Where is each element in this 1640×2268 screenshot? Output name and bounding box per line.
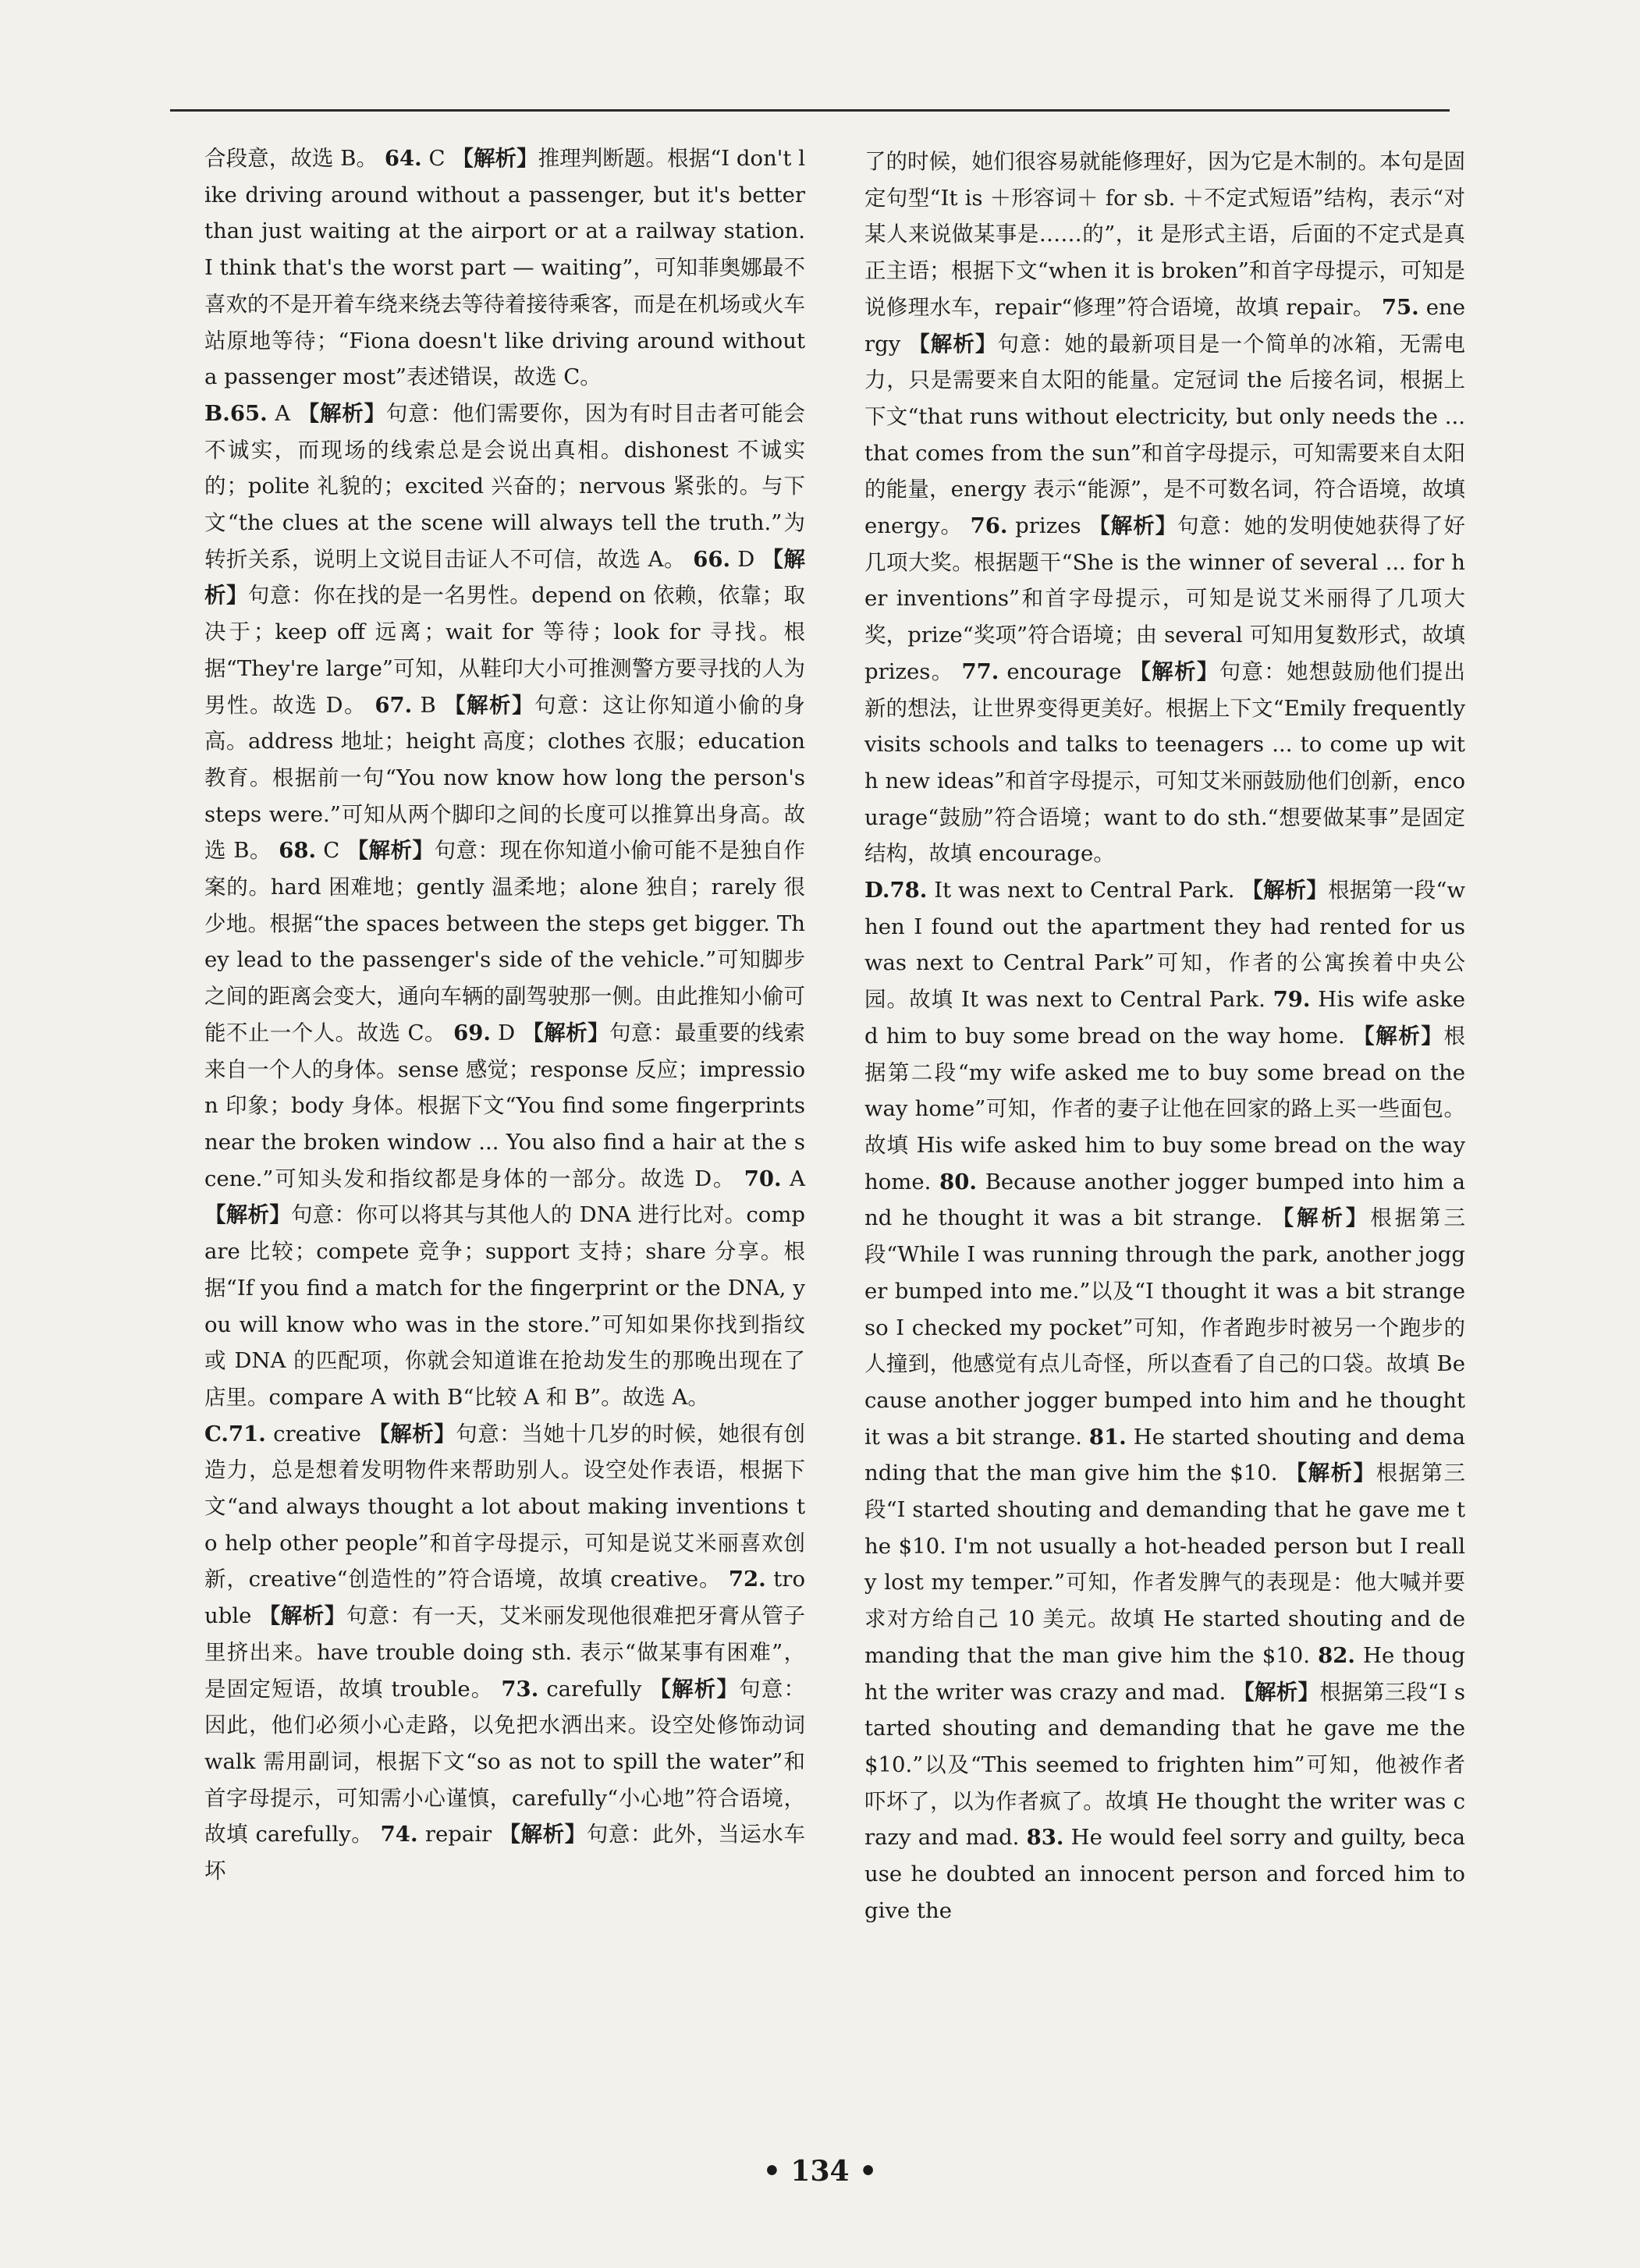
- text-run: 句意：有一天，艾米丽发现他很难把牙膏从管子里挤出来。have trouble doing sth. 表示“做某事有困难”，是固定短语，故填 trouble。: [204, 1603, 805, 1702]
- text-run: He would feel sorry and guilty, because he doubted an innocent person and forced him to give the: [864, 1825, 1465, 1923]
- text-run: carefully: [538, 1676, 650, 1702]
- question-number: 80.: [939, 1169, 977, 1194]
- paragraph: [204, 140, 805, 396]
- section-label: C.: [204, 1421, 229, 1446]
- analysis-tag: 【解析】: [1241, 878, 1329, 903]
- text-run: 句意：因此，他们必须小心走路，以免把水洒出来。设空处修饰动词 walk 需用副词，根据下文“so as not to spill the water”和首字母提示，可知需小心谨慎，carefully“小心地”符合语境，故填 carefully。: [204, 1676, 806, 1847]
- question-number: 82.: [1318, 1642, 1355, 1668]
- analysis-tag: 【解析】: [649, 1676, 740, 1702]
- question-number: 71.: [228, 1421, 266, 1446]
- question-number: 83.: [1026, 1825, 1064, 1851]
- text-run: B: [412, 692, 444, 718]
- right-column: [864, 144, 1465, 1929]
- text-run: 句意：这让你知道小偷的身高。address 地址；height 高度；clothes 衣服；education 教育。根据前一句“You now know how long the person's steps were.”可知从两个脚印之间的长度可以推算出身高。故选 B。: [204, 692, 806, 864]
- text-run: 句意：当她十几岁的时候，她很有创造力，总是想着发明物件来帮助别人。设空处作表语，根据下文“and always thought a lot about making inventions to help other people”和首字母提示，可知是说艾米丽喜欢创新，creative“创造性的”符合语境，故填 creative。: [204, 1421, 806, 1592]
- text-run: He started shouting and demanding that the man give him the $10.: [864, 1424, 1465, 1486]
- analysis-tag: 【解析】: [1088, 513, 1178, 539]
- text-run: 合段意，故选 B。: [204, 146, 385, 171]
- text-run: 句意：你在找的是一名男性。depend on 依赖，依靠；取决于；keep off 远离；wait for 等待；look for 寻找。根据“They're large”可知，从鞋印大小可推测警方要寻找的人为男性。故选 D。: [204, 583, 805, 718]
- text-run: 句意：她想鼓励他们提出新的想法，让世界变得更美好。根据上下文“Emily frequently visits schools and talks to teenagers ... to come up with new ideas”和首字母提示，可知艾米丽鼓励他们创新，encourage“鼓励”符合语境；want to do sth.“想要做某事”是固定结构，故填 encourage。: [864, 658, 1466, 867]
- question-number: 74.: [380, 1822, 418, 1847]
- text-run: 句意：她的最新项目是一个简单的冰箱，无需电力，只是需要来自太阳的能量。定冠词 the 后接名词，根据上下文“that runs without electricity, but only needs the ... that comes from the sun”和首字母提示，可知需要来自太阳的能量，energy 表示“能源”，是不可数名词，符合语境，故填 energy。: [864, 331, 1466, 539]
- text-run: prizes: [1007, 513, 1089, 539]
- text-run: 句意：她的发明使她获得了好几项大奖。根据题干“She is the winner of several ... for her inventions”和首字母提示，可知是说艾米丽得了几项大奖，prize“奖项”符合语境；由 several 可知用复数形式，故填 prizes。: [864, 513, 1466, 684]
- text-run: A: [781, 1166, 805, 1191]
- paragraph: [864, 144, 1465, 872]
- section-label: D.: [864, 878, 890, 903]
- analysis-tag: 【解析】: [204, 1202, 291, 1228]
- header-rule: [170, 109, 1450, 112]
- text-run: energy: [864, 294, 1465, 357]
- analysis-tag: 【解析】: [1272, 1205, 1371, 1231]
- text-run: 句意：此外，当运水车坏: [204, 1822, 806, 1884]
- text-run: encourage: [999, 658, 1130, 684]
- question-number: 75.: [1381, 294, 1419, 320]
- paragraph: [204, 1416, 805, 1890]
- text-run: 根据第二段“my wife asked me to buy some bread on the way home”可知，作者的妻子让他在回家的路上买一些面包。故填 His wife asked him to buy some bread on the way home.: [864, 1023, 1465, 1194]
- question-number: 67.: [375, 692, 413, 718]
- text-run: A: [267, 400, 298, 426]
- paragraph: [864, 872, 1465, 1929]
- analysis-tag: 【解析】: [368, 1421, 456, 1446]
- analysis-tag: 【解析】: [1129, 658, 1219, 684]
- question-number: 73.: [501, 1676, 539, 1702]
- analysis-tag: 【解析】: [522, 1020, 610, 1045]
- question-number: 66.: [693, 546, 731, 572]
- analysis-tag: 【解析】: [443, 692, 535, 718]
- paragraph: [204, 396, 805, 1416]
- text-run: 根据第三段“I started shouting and demanding that he gave me the $10.”以及“This seemed to frighten him”可知，他被作者吓坏了，以为作者疯了。故填 He thought the writer was crazy and mad.: [864, 1679, 1466, 1851]
- text-run: trouble: [204, 1567, 805, 1629]
- analysis-tag: 【解析】: [499, 1822, 587, 1847]
- analysis-tag: 【解析】: [258, 1603, 346, 1629]
- analysis-tag: 【解析】: [452, 146, 538, 171]
- analysis-tag: 【解析】: [297, 400, 386, 426]
- text-run: It was next to Central Park.: [927, 878, 1242, 903]
- analysis-tag: 【解析】: [908, 331, 998, 357]
- text-run: C: [316, 838, 347, 864]
- question-number: 65.: [229, 400, 268, 426]
- text-run: D: [490, 1020, 523, 1045]
- question-number: 76.: [970, 513, 1008, 539]
- text-run: 根据第三段“I started shouting and demanding that he gave me the $10. I'm not usually a hot-headed person but I really lost my temper.”可知，作者发脾气的表现是：他大喊并要求对方给自己 10 美元。故填 He started shouting and demanding that the man give him the $10.: [864, 1461, 1465, 1668]
- analysis-tag: 【解析】: [204, 546, 806, 609]
- analysis-tag: 【解析】: [346, 838, 435, 864]
- question-number: 69.: [453, 1020, 491, 1045]
- question-number: 64.: [384, 146, 422, 171]
- analysis-tag: 【解析】: [1285, 1461, 1376, 1486]
- text-run: 句意：你可以将其与其他人的 DNA 进行比对。compare 比较；compete 竞争；support 支持；share 分享。根据“If you find a match for the fingerprint or the DNA, you will know who was in the store.”可知如果你找到指纹或 DNA 的匹配项，你就会知道谁在抢劫发生的那晚出现在了店里。compare A with B“比较 A 和 B”。故选 A。: [204, 1202, 805, 1410]
- text-run: C: [421, 146, 453, 171]
- question-number: 68.: [279, 838, 317, 864]
- text-run: Because another jogger bumped into him and he thought it was a bit strange.: [864, 1169, 1466, 1231]
- text-run: repair: [417, 1822, 499, 1847]
- page-number: • 134 •: [762, 2155, 878, 2188]
- text-run: He thought the writer was crazy and mad.: [864, 1642, 1466, 1705]
- analysis-tag: 【解析】: [1353, 1023, 1444, 1049]
- text-run: 根据第一段“when I found out the apartment they had rented for us was next to Central Park”可知，作者的公寓挨着中央公园。故填 It was next to Central Park.: [864, 878, 1466, 1013]
- text-run: 句意：最重要的线索来自一个人的身体。sense 感觉；response 反应；impression 印象；body 身体。根据下文“You find some fingerprints near the broken window ... You also find a hair at the scene.”可知头发和指纹都是身体的一部分。故选 D。: [204, 1020, 805, 1191]
- section-label: B.: [204, 400, 230, 426]
- text-run: 句意：现在你知道小偷可能不是独自作案的。hard 困难地；gently 温柔地；alone 独自；rarely 很少地。根据“the spaces between the steps get bigger. They lead to the passenger's side of the vehicle.”可知脚步之间的距离会变大，通向车辆的副驾驶那一侧。由此推知小偷可能不止一个人。故选 C。: [204, 838, 806, 1045]
- question-number: 79.: [1273, 987, 1311, 1013]
- text-run: 句意：他们需要你，因为有时目击者可能会不诚实，而现场的线索总是会说出真相。dishonest 不诚实的；polite 礼貌的；excited 兴奋的；nervous 紧张的。与下文“the clues at the scene will always tell the truth.”为转折关系，说明上文说目击证人不可信，故选 A。: [204, 400, 806, 572]
- text-run: 推理判断题。根据“I don't like driving around without a passenger, but it's better than just waiting at the airport or at a railway station. I think that's the worst part — waiting”，可知菲奥娜最不喜欢的不是开着车绕来绕去等待着接待乘客，而是在机场或火车站原地等待；“Fiona doesn't like driving around without a passenger most”表述错误，故选 C。: [204, 146, 806, 390]
- analysis-tag: 【解析】: [1233, 1679, 1320, 1705]
- question-number: 81.: [1088, 1424, 1127, 1450]
- text-run: 了的时候，她们很容易就能修理好，因为它是木制的。本句是固定句型“It is ＋形容词＋ for sb. ＋不定式短语”结构，表示“对某人来说做某事是……的”，it 是形式主语，后面的不定式是真正主语；根据下文“when it is broken”和首字母提示，可知是说修理水车，repair“修理”符合语境，故填 repair。: [864, 149, 1465, 320]
- question-number: 78.: [889, 878, 928, 903]
- text-run: 根据第三段“While I was running through the park, another jogger bumped into me.”以及“I thought it was a bit strange so I checked my pocket”可知，作者跑步时被另一个跑步的人撞到，他感觉有点儿奇怪，所以查看了自己的口袋。故填 Because another jogger bumped into him and he thought it was a bit strange.: [864, 1205, 1465, 1450]
- text-run: creative: [265, 1421, 369, 1446]
- question-number: 72.: [728, 1567, 766, 1592]
- question-number: 77.: [961, 658, 999, 684]
- text-run: D: [730, 546, 762, 572]
- left-column: [204, 140, 805, 1890]
- text-run: His wife asked him to buy some bread on the way home.: [864, 987, 1465, 1049]
- question-number: 70.: [744, 1166, 782, 1191]
